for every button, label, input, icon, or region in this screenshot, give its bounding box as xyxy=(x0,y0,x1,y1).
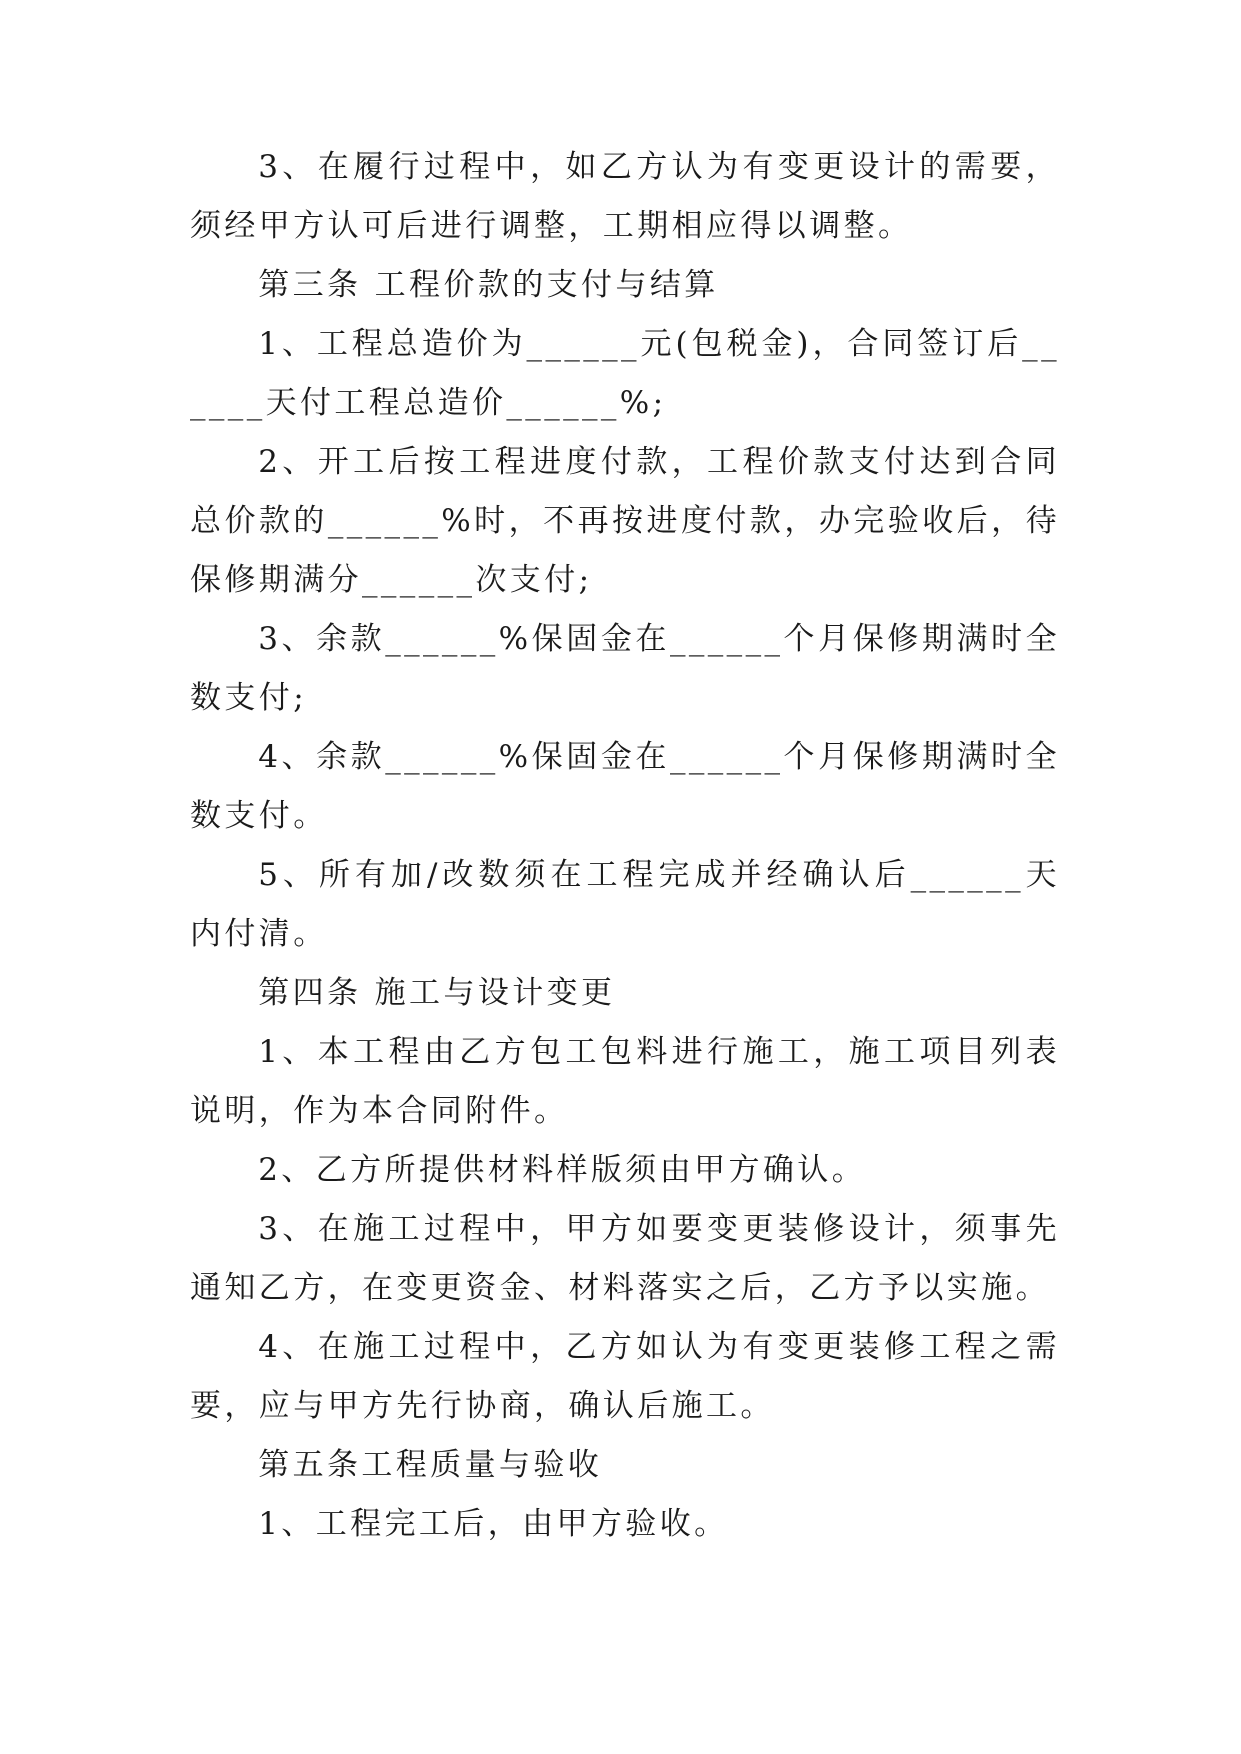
clause-paragraph: 1、工程完工后，由甲方验收。 xyxy=(258,1506,729,1542)
clause-paragraph: 3、在履行过程中，如乙方认为有变更设计的需要，须经甲方认可后进行调整，工期相应得以调整。 xyxy=(190,149,1060,244)
clause-paragraph: 2、乙方所提供材料样版须由甲方确认。 xyxy=(258,1152,867,1188)
clause-paragraph: 3、在施工过程中，甲方如要变更装修设计，须事先通知乙方，在变更资金、材料落实之后，乙方予以实施。 xyxy=(190,1211,1060,1306)
clause-paragraph: 1、本工程由乙方包工包料进行施工，施工项目列表说明，作为本合同附件。 xyxy=(190,1034,1060,1129)
clause-paragraph: 4、余款______%保固金在______个月保修期满时全数支付。 xyxy=(190,739,1060,834)
article-heading: 第五条工程质量与验收 xyxy=(258,1447,603,1483)
document-page xyxy=(190,138,1060,1554)
article-heading: 第三条 工程价款的支付与结算 xyxy=(258,267,719,303)
clause-paragraph: 5、所有加/改数须在工程完成并经确认后______天内付清。 xyxy=(190,857,1060,952)
clause-paragraph: 4、在施工过程中，乙方如认为有变更装修工程之需要，应与甲方先行协商，确认后施工。 xyxy=(190,1329,1060,1424)
clause-paragraph: 2、开工后按工程进度付款，工程价款支付达到合同总价款的______%时，不再按进度付款，办完验收后，待保修期满分______次支付; xyxy=(190,444,1060,598)
article-heading: 第四条 施工与设计变更 xyxy=(258,975,616,1011)
clause-paragraph: 3、余款______%保固金在______个月保修期满时全数支付; xyxy=(190,621,1060,716)
clause-paragraph: 1、工程总造价为______元(包税金)，合同签订后______天付工程总造价______%; xyxy=(190,326,1060,421)
